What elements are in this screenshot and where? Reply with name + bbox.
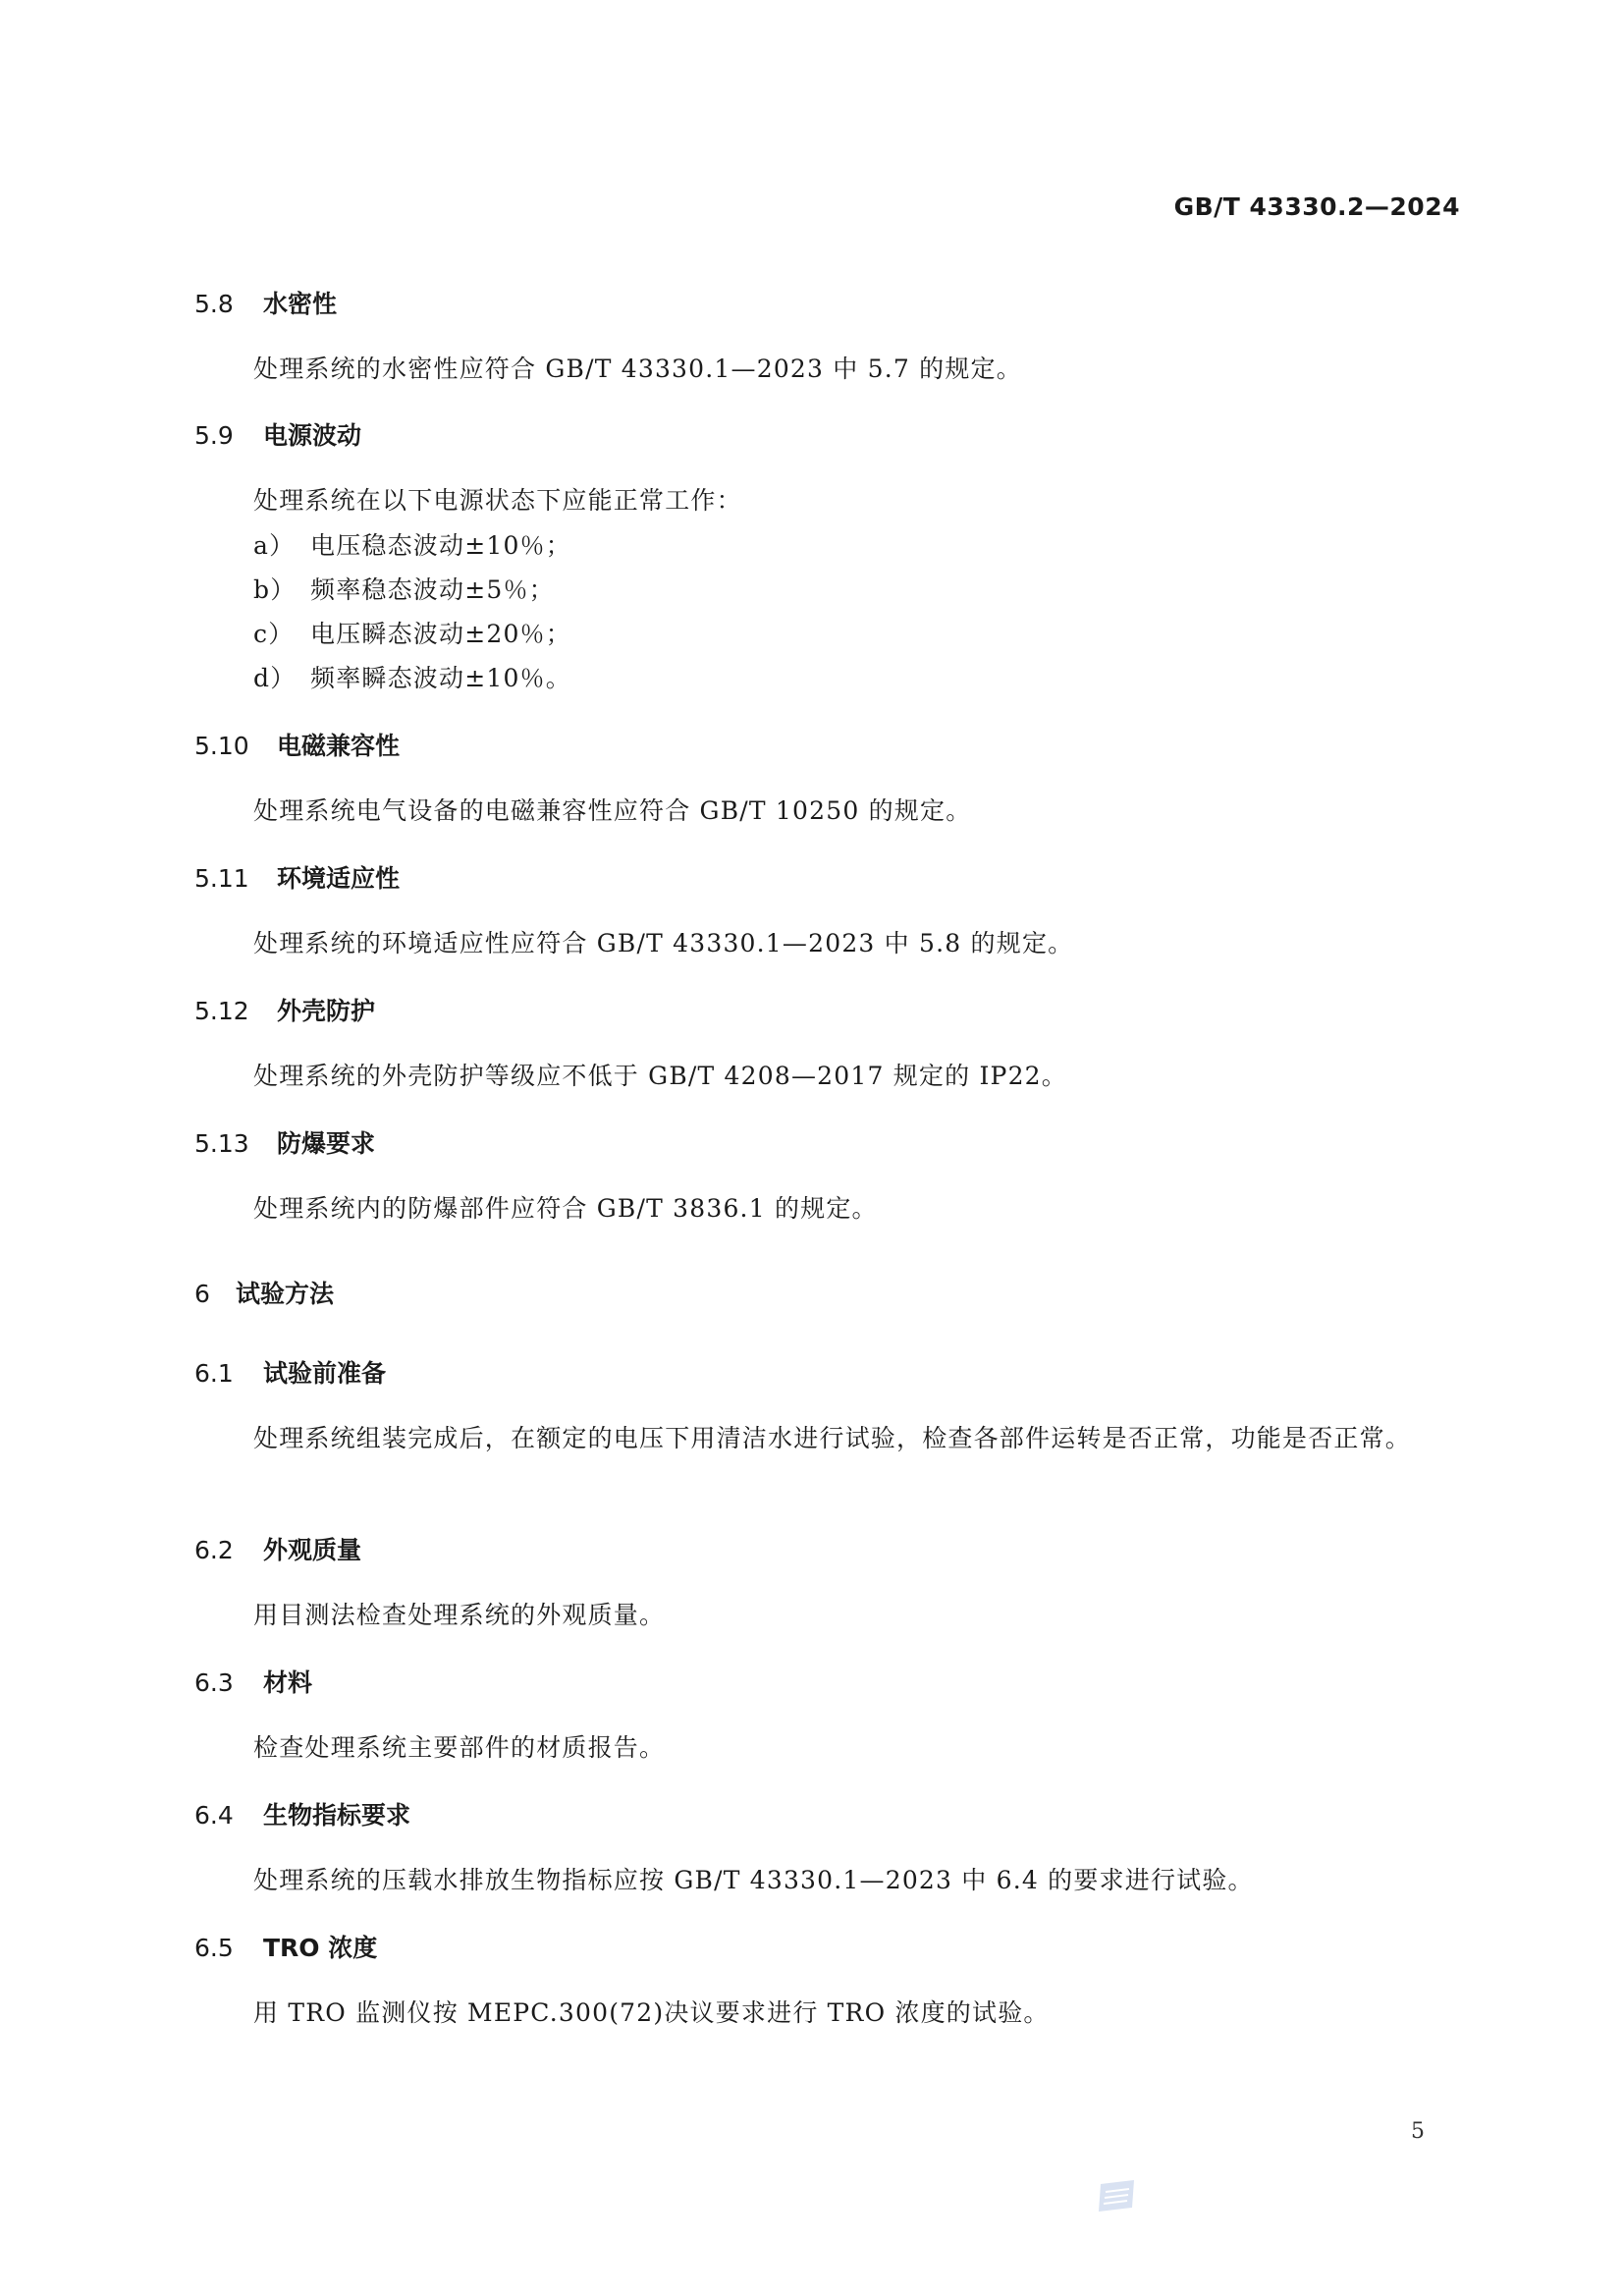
section-number: 6.3: [194, 1668, 234, 1697]
section-title: 电磁兼容性: [277, 732, 401, 760]
section-heading-6-3: [194, 1664, 312, 1703]
section-title: 生物指标要求: [263, 1801, 411, 1830]
list-item-d: [194, 657, 571, 700]
list-marker: a）: [253, 531, 296, 560]
paragraph-5-11: 处理系统的环境适应性应符合 GB/T 43330.1—2023 中 5.8 的规定。: [253, 929, 1074, 957]
paragraph-5-8: 处理系统的水密性应符合 GB/T 43330.1—2023 中 5.7 的规定。: [253, 355, 1022, 383]
paragraph-6-4: 处理系统的压载水排放生物指标应按 GB/T 43330.1—2023 中 6.4 的要求进行试验。: [253, 1866, 1254, 1894]
section-title: 防爆要求: [277, 1129, 376, 1158]
section-number: 5.11: [194, 864, 249, 893]
paragraph-6-2: 用目测法检查处理系统的外观质量。: [253, 1601, 666, 1629]
section-number: 5.10: [194, 732, 249, 760]
paragraph-5-13: 处理系统内的防爆部件应符合 GB/T 3836.1 的规定。: [253, 1194, 878, 1223]
chapter-title: 试验方法: [236, 1280, 335, 1308]
section-number: 6.1: [194, 1359, 234, 1388]
section-title: 环境适应性: [277, 864, 401, 893]
list-text: 频率稳态波动±5％；: [310, 575, 555, 604]
section-heading-6-2: [194, 1531, 361, 1570]
sac-watermark-logo: [1097, 2178, 1138, 2215]
section-heading-5-9: [194, 416, 361, 456]
section-heading-6-5: [194, 1929, 377, 1968]
section-heading-6-4: [194, 1796, 410, 1835]
list-marker: d）: [253, 664, 297, 692]
paragraph-5-9: 处理系统在以下电源状态下应能正常工作：: [253, 486, 742, 515]
section-number: 5.9: [194, 421, 234, 450]
section-title: 电源波动: [263, 421, 362, 450]
section-heading-5-13: [194, 1124, 375, 1164]
section-heading-5-10: [194, 727, 400, 766]
paragraph-6-5: 用 TRO 监测仪按 MEPC.300(72)决议要求进行 TRO 浓度的试验。: [253, 1998, 1050, 2027]
paragraph-6-1: 处理系统组装完成后，在额定的电压下用清洁水进行试验，检查各部件运转是否正常，功能是否正常。: [253, 1424, 1412, 1452]
section-heading-5-11: [194, 859, 400, 899]
section-heading-5-12: [194, 992, 375, 1031]
chapter-number: 6: [194, 1280, 210, 1308]
section-title: 材料: [263, 1668, 313, 1697]
section-title: 外壳防护: [277, 997, 376, 1025]
section-number: 6.4: [194, 1801, 234, 1830]
list-item-c: [194, 613, 571, 656]
list-item-b: [194, 569, 555, 612]
section-heading-6-1: [194, 1354, 386, 1394]
section-title: 水密性: [263, 290, 338, 318]
section-title: TRO 浓度: [263, 1934, 378, 1962]
section-title: 外观质量: [263, 1536, 362, 1564]
section-number: 6.5: [194, 1934, 234, 1962]
list-item-a: [194, 524, 571, 568]
paragraph-5-12: 处理系统的外壳防护等级应不低于 GB/T 4208—2017 规定的 IP22。: [253, 1062, 1067, 1090]
document-number: GB/T 43330.2—2024: [1173, 192, 1460, 221]
section-number: 5.13: [194, 1129, 249, 1158]
list-text: 频率瞬态波动±10％。: [310, 664, 571, 692]
section-number: 5.8: [194, 290, 234, 318]
page-number: 5: [1411, 2119, 1425, 2144]
section-number: 6.2: [194, 1536, 234, 1564]
chapter-heading-6: [194, 1275, 334, 1314]
section-heading-5-8: [194, 285, 337, 324]
list-marker: c）: [253, 620, 295, 648]
section-number: 5.12: [194, 997, 249, 1025]
section-title: 试验前准备: [263, 1359, 387, 1388]
paragraph-6-3: 检查处理系统主要部件的材质报告。: [253, 1733, 666, 1762]
list-marker: b）: [253, 575, 297, 604]
list-text: 电压瞬态波动±20％；: [310, 620, 571, 648]
list-text: 电压稳态波动±10％；: [310, 531, 571, 560]
paragraph-5-10: 处理系统电气设备的电磁兼容性应符合 GB/T 10250 的规定。: [253, 796, 972, 825]
